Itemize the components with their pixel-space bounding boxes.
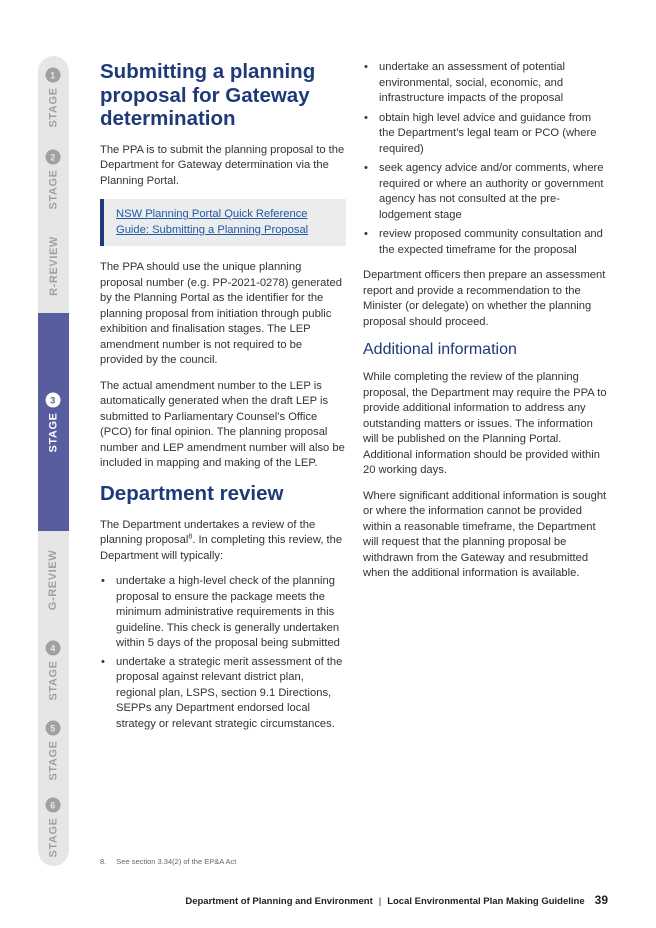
- tab-label: R-REVIEW: [47, 236, 60, 296]
- intro-paragraph: The PPA is to submit the planning proposal to the Department for Gateway determination via the Planning Portal.: [100, 143, 345, 187]
- footnote-number: 8.: [100, 857, 107, 866]
- review-intro-paragraph: [100, 518, 346, 565]
- left-column: [100, 60, 346, 742]
- tab-number: 6: [46, 797, 61, 812]
- footer-separator: |: [378, 896, 382, 907]
- review-intro-text-b: . In completing this review, the Department will typically:: [100, 534, 343, 562]
- tab-stage-1[interactable]: [38, 56, 69, 138]
- proposal-number-paragraph: The PPA should use the unique planning proposal number (e.g. PP-2021-0278) generated by the Planning Portal as the identifier for the planning proposal from initiation through public exhibition and finalisation stages. The LEP amendment number is not required to be provided by the council.: [100, 261, 342, 366]
- withdrawal-paragraph: Where significant additional information is sought or where the information cannot be provided within a reasonable timeframe, the Department will request that the planning proposal be withdrawn from the Gateway and resubmitted when the additional information is available.: [363, 489, 607, 579]
- list-item: • undertake an assessment of potential environmental, social, economic, and infrastructure impacts of the proposal: [363, 60, 608, 107]
- assessment-report-paragraph: Department officers then prepare an assessment report and provide a recommendation to the Minister (or delegate) on whether the planning proposal should proceed.: [363, 269, 606, 328]
- stage-tab-rail: [38, 56, 69, 866]
- tab-stage-2[interactable]: [38, 138, 69, 220]
- page-title: Submitting a planning proposal for Gateway determination: [100, 60, 316, 130]
- list-item: • undertake a strategic merit assessment of the proposal against relevant district plan, regional plan, LSPS, section 9.1 Directions, SEPPs any Department endorsed local strategy or relevant strategic circumstances.: [100, 655, 346, 733]
- right-column: [363, 60, 608, 592]
- tab-number: 1: [46, 67, 61, 82]
- department-review-heading: Department review: [100, 481, 284, 505]
- quick-reference-callout: [100, 199, 346, 246]
- footnote-text: See section 3.34(2) of the EP&A Act: [116, 857, 237, 866]
- tab-label: STAGE: [47, 86, 60, 128]
- page-number: 39: [594, 893, 608, 907]
- tab-number: 5: [46, 720, 61, 735]
- list-item: • undertake a high-level check of the planning proposal to ensure the package meets the minimum administrative requirements in this guideline. This check is generally undertaken within 5 days of the proposal being submitted: [100, 574, 346, 652]
- page-footer: [185, 893, 608, 907]
- footnote: [100, 857, 236, 866]
- footer-document-title: Local Environmental Plan Making Guideline: [387, 896, 585, 907]
- list-item: • obtain high level advice and guidance from the Department’s legal team or PCO (where required): [363, 111, 608, 158]
- review-task-list: [100, 574, 346, 732]
- footer-org: Department of Planning and Environment: [185, 896, 373, 907]
- tab-label: G-REVIEW: [47, 549, 60, 611]
- tab-g-review[interactable]: [38, 532, 69, 628]
- tab-stage-3[interactable]: [38, 313, 69, 531]
- tab-label: STAGE: [47, 659, 60, 701]
- portal-guide-link[interactable]: NSW Planning Portal Quick Reference Guide: Submitting a Planning Proposal: [116, 208, 309, 236]
- tab-number: 2: [46, 149, 61, 164]
- tab-stage-6[interactable]: [38, 788, 69, 866]
- footnote-reference[interactable]: 8: [188, 533, 193, 541]
- tab-stage-4[interactable]: [38, 628, 69, 712]
- list-item: • seek agency advice and/or comments, where required or where an authority or government agency has not consulted at the pre-lodgement stage: [363, 161, 608, 223]
- tab-number: 3: [46, 392, 61, 407]
- additional-information-heading: Additional information: [363, 341, 517, 358]
- tab-r-review[interactable]: [38, 220, 69, 312]
- tab-number: 4: [46, 640, 61, 655]
- tab-label: STAGE: [47, 816, 60, 858]
- amendment-number-paragraph: The actual amendment number to the LEP is automatically generated when the draft LEP is submitted to Parliamentary Counsel’s Office (PCO) for final opinion. The planning proposal number and LEP amendment number will also be included in mapping and making of the LEP.: [100, 379, 345, 469]
- review-intro-text-a: The Department undertakes a review of the planning proposal: [100, 518, 316, 546]
- tab-stage-5[interactable]: [38, 712, 69, 788]
- tab-label: STAGE: [47, 739, 60, 781]
- review-task-list-continued: [363, 60, 608, 258]
- tab-label: STAGE: [47, 411, 60, 453]
- tab-label: STAGE: [47, 168, 60, 210]
- list-item: • review proposed community consultation and the expected timeframe for the proposal: [363, 227, 608, 258]
- additional-info-paragraph: While completing the review of the planning proposal, the Department may require the PPA to provide additional information to address any outstanding matters or issues. The information will be published on the Planning Portal. Additional information should be provided within 20 working days.: [363, 371, 607, 476]
